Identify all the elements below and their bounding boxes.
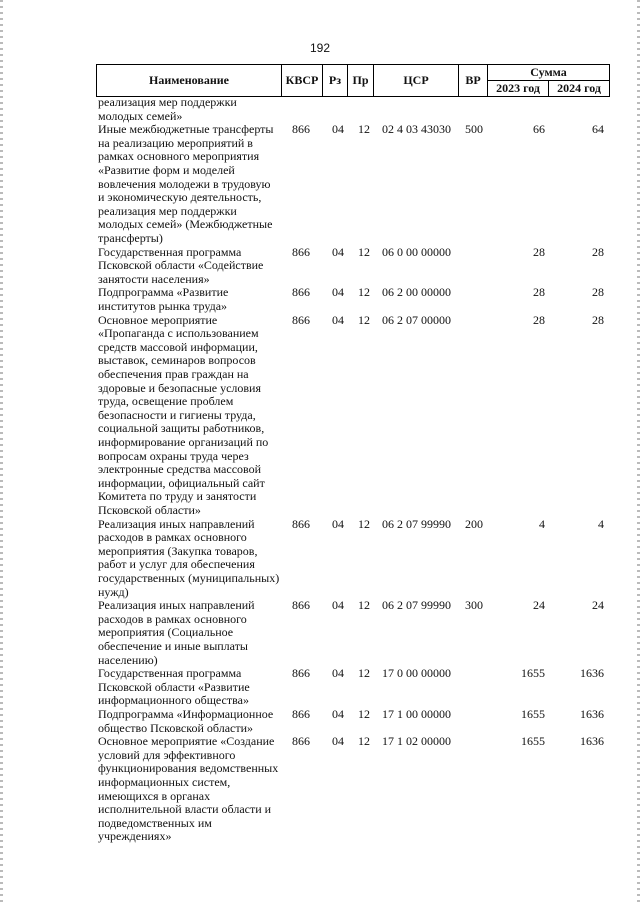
row-kvsr: 866 bbox=[292, 122, 310, 137]
header-2023: 2023 год bbox=[487, 80, 549, 97]
row-pr: 12 bbox=[358, 707, 370, 721]
row-y2023: 66 bbox=[533, 122, 545, 137]
row-name-line: Основное мероприятие «Создание bbox=[98, 734, 275, 749]
header-pr: Пр bbox=[347, 64, 374, 97]
row-name-line: труда, освещение проблем bbox=[98, 394, 234, 409]
row-name-line: подведомственных им bbox=[98, 815, 212, 830]
row-rz: 04 bbox=[332, 285, 344, 300]
row-rz: 04 bbox=[332, 734, 344, 749]
row-name-line: Псковской области «Содействие bbox=[98, 258, 264, 273]
row-name-line: Подпрограмма «Информационное bbox=[98, 707, 274, 721]
row-name-line: расходов в рамках основного bbox=[98, 611, 247, 626]
row-name-line: электронные средства массовой bbox=[98, 462, 262, 477]
row-name-line: работ и услуг для обеспечения bbox=[98, 557, 255, 572]
row-name-line: здоровые и безопасные условия bbox=[98, 380, 262, 395]
row-kvsr: 866 bbox=[292, 312, 310, 327]
row-y2023: 1655 bbox=[521, 734, 545, 749]
header-name: Наименование bbox=[96, 64, 282, 97]
header-sum: Сумма bbox=[487, 64, 610, 81]
row-name-line: социальной защиты работников, bbox=[98, 421, 265, 436]
row-name bbox=[98, 667, 283, 708]
row-name-line: реализация мер поддержки bbox=[98, 203, 237, 218]
row-name-line: выставок, семинаров вопросов bbox=[98, 353, 256, 368]
row-csr: 06 2 00 00000 bbox=[382, 285, 451, 300]
row-name-line: трансферты) bbox=[98, 230, 163, 245]
row-y2024: 1636 bbox=[580, 666, 604, 681]
row-name-line: государственных (муниципальных) bbox=[98, 570, 280, 585]
row-y2024: 28 bbox=[592, 285, 604, 300]
page-number: 192 bbox=[309, 41, 331, 55]
row-rz: 04 bbox=[332, 707, 344, 721]
row-y2023: 1655 bbox=[521, 666, 545, 681]
row-pr: 12 bbox=[358, 244, 370, 259]
row-name-line: Государственная программа bbox=[98, 244, 242, 259]
row-name-line: Псковской области» bbox=[98, 502, 201, 517]
row-name-line: молодых семей» bbox=[98, 108, 183, 123]
row-name-line: условий для эффективного bbox=[98, 747, 236, 762]
row-name-line: Государственная программа bbox=[98, 666, 242, 681]
row-name-line: исполнительной власти области и bbox=[98, 802, 272, 817]
row-rz: 04 bbox=[332, 244, 344, 259]
row-name bbox=[98, 286, 283, 313]
header-kvsr: КВСР bbox=[281, 64, 323, 97]
row-y2023: 28 bbox=[533, 285, 545, 300]
row-name-line: имеющихся в органах bbox=[98, 788, 211, 803]
row-name-line: рамках основного мероприятия bbox=[98, 149, 260, 164]
row-rz: 04 bbox=[332, 312, 344, 327]
header-csr: ЦСР bbox=[373, 64, 459, 97]
row-name-line: учреждениях» bbox=[98, 829, 172, 844]
row-name-line: институтов рынка труда» bbox=[98, 298, 228, 313]
row-y2023: 24 bbox=[533, 598, 545, 613]
row-y2024: 4 bbox=[598, 516, 604, 531]
row-pr: 12 bbox=[358, 285, 370, 300]
row-csr: 17 1 02 00000 bbox=[382, 734, 451, 749]
row-name-line: Реализация иных направлений bbox=[98, 516, 255, 531]
row-y2024: 28 bbox=[592, 312, 604, 327]
row-name-line: нужд) bbox=[98, 584, 129, 599]
row-y2024: 28 bbox=[592, 244, 604, 259]
header-vr: ВР bbox=[458, 64, 488, 97]
row-name-line: информирование организаций по bbox=[98, 434, 269, 449]
row-rz: 04 bbox=[332, 598, 344, 613]
row-y2024: 1636 bbox=[580, 734, 604, 749]
row-csr: 06 0 00 00000 bbox=[382, 244, 451, 259]
row-rz: 04 bbox=[332, 516, 344, 531]
row-rz: 04 bbox=[332, 122, 344, 137]
table-header bbox=[96, 64, 610, 97]
row-name-line: информации, официальный сайт bbox=[98, 475, 265, 490]
row-name bbox=[98, 708, 283, 735]
row-name-line: мероприятия (Закупка товаров, bbox=[98, 543, 258, 558]
row-pr: 12 bbox=[358, 734, 370, 749]
row-name-line: населению) bbox=[98, 652, 158, 667]
row-y2023: 28 bbox=[533, 244, 545, 259]
row-kvsr: 866 bbox=[292, 244, 310, 259]
row-csr: 06 2 07 99990 bbox=[382, 516, 451, 531]
row-name bbox=[98, 246, 283, 287]
row-y2023: 4 bbox=[539, 516, 545, 531]
row-name bbox=[98, 599, 283, 667]
row-name-line: безопасности и гигиены труда, bbox=[98, 407, 256, 422]
row-name-line: реализация мер поддержки bbox=[98, 95, 237, 109]
row-pr: 12 bbox=[358, 312, 370, 327]
row-pr: 12 bbox=[358, 598, 370, 613]
row-csr: 06 2 07 99990 bbox=[382, 598, 451, 613]
row-name-line: вопросам охраны труда через bbox=[98, 448, 249, 463]
row-name-line: обеспечение и иные выплаты bbox=[98, 638, 248, 653]
row-name-line: Иные межбюджетные трансферты bbox=[98, 122, 274, 137]
row-name-line: функционирования ведомственных bbox=[98, 761, 279, 776]
row-name-line: «Пропаганда с использованием bbox=[98, 326, 259, 341]
row-name bbox=[98, 96, 283, 123]
row-kvsr: 866 bbox=[292, 707, 310, 721]
row-name-line: занятости населения» bbox=[98, 271, 210, 286]
row-name-line: и экономическую деятельность, bbox=[98, 190, 262, 205]
row-name-line: общество Псковской области» bbox=[98, 720, 254, 735]
row-kvsr: 866 bbox=[292, 516, 310, 531]
header-rz: Рз bbox=[322, 64, 348, 97]
row-name bbox=[98, 123, 283, 245]
row-name-line: Псковской области «Развитие bbox=[98, 679, 250, 694]
row-pr: 12 bbox=[358, 666, 370, 681]
header-2024: 2024 год bbox=[548, 80, 610, 97]
row-name-line: информационного общества» bbox=[98, 693, 249, 708]
row-name-line: Основное мероприятие bbox=[98, 312, 218, 327]
row-csr: 02 4 03 43030 bbox=[382, 122, 451, 137]
row-y2024: 24 bbox=[592, 598, 604, 613]
row-name bbox=[98, 314, 283, 518]
row-name-line: мероприятия (Социальное bbox=[98, 625, 234, 640]
row-vr: 500 bbox=[465, 122, 483, 137]
row-name-line: вовлечения молодежи в трудовую bbox=[98, 176, 271, 191]
row-csr: 06 2 07 00000 bbox=[382, 312, 451, 327]
row-name-line: «Развитие форм и моделей bbox=[98, 162, 235, 177]
row-name bbox=[98, 518, 283, 600]
row-y2024: 1636 bbox=[580, 707, 604, 721]
row-csr: 17 0 00 00000 bbox=[382, 666, 451, 681]
row-rz: 04 bbox=[332, 666, 344, 681]
row-vr: 200 bbox=[465, 516, 483, 531]
row-name-line: на реализацию мероприятий в bbox=[98, 135, 253, 150]
row-name-line: Реализация иных направлений bbox=[98, 598, 255, 613]
row-csr: 17 1 00 00000 bbox=[382, 707, 451, 721]
row-name-line: информационных систем, bbox=[98, 774, 231, 789]
row-pr: 12 bbox=[358, 516, 370, 531]
row-name-line: обеспечения прав граждан на bbox=[98, 366, 249, 381]
row-y2023: 1655 bbox=[521, 707, 545, 721]
row-name-line: расходов в рамках основного bbox=[98, 530, 247, 545]
row-y2023: 28 bbox=[533, 312, 545, 327]
row-name bbox=[98, 735, 283, 844]
row-y2024: 64 bbox=[592, 122, 604, 137]
row-name-line: средств массовой информации, bbox=[98, 339, 258, 354]
row-pr: 12 bbox=[358, 122, 370, 137]
row-kvsr: 866 bbox=[292, 598, 310, 613]
row-name-line: Подпрограмма «Развитие bbox=[98, 285, 229, 300]
row-kvsr: 866 bbox=[292, 666, 310, 681]
row-vr: 300 bbox=[465, 598, 483, 613]
row-name-line: молодых семей» (Межбюджетные bbox=[98, 217, 273, 232]
scan-edge-left bbox=[0, 0, 3, 905]
row-name-line: Комитета по труду и занятости bbox=[98, 489, 257, 504]
row-kvsr: 866 bbox=[292, 734, 310, 749]
row-kvsr: 866 bbox=[292, 285, 310, 300]
